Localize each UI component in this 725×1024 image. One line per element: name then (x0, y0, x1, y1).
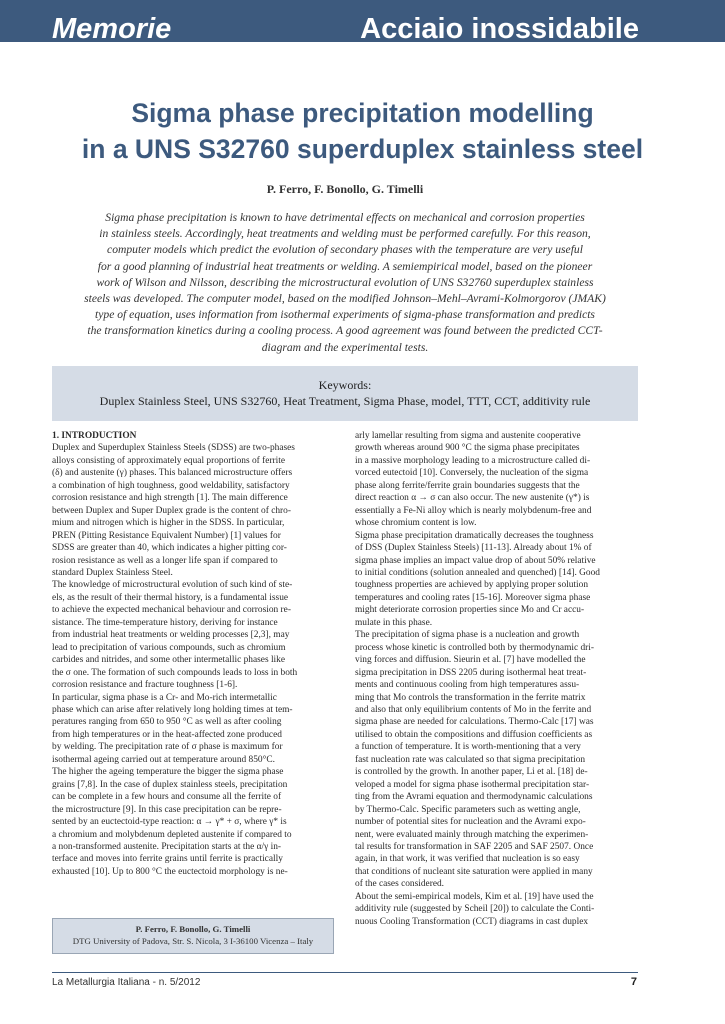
body-line: of DSS (Duplex Stainless Steels) [11-13]. Already about 1% of (355, 543, 592, 554)
body-line: tal results for transformation in SAF 2205 and SAF 2507. Once (355, 841, 594, 852)
body-line: sigma precipitation in DSS 2205 during isothermal heat treat- (355, 667, 587, 678)
body-line: growth whereas around 900 °C the sigma phase precipitates (355, 443, 580, 454)
body-line: fast nucleation rate was calculated so that sigma precipitation (355, 754, 586, 765)
body-line: The precipitation of sigma phase is a nucleation and growth (355, 630, 580, 641)
body-line: veloped a model for sigma phase isothermal precipitation star- (355, 779, 590, 790)
body-line: whose chromium content is low. (355, 518, 477, 529)
body-line: (δ) and austenite (γ) phases. This balanced microstructure offers (52, 468, 293, 479)
body-line: and also that only equilibrium contents of Mo in the ferrite and (355, 704, 592, 715)
body-line: toughness properties are achieved by applying proper solution (355, 580, 589, 591)
body-line: lead to precipitation of various compounds, such as chromium (52, 642, 286, 653)
body-line: PREN (Pitting Resistance Equivalent Number) [1] values for (52, 530, 281, 541)
body-line: terface and moves into ferrite grains until ferrite is practically (52, 854, 283, 865)
journal-issue: La Metallurgia Italiana - n. 5/2012 (52, 977, 201, 988)
body-line: again, in that work, it was verified that nucleation is so easy (355, 854, 580, 865)
affiliation-names: P. Ferro, F. Bonollo, G. Timelli (135, 924, 251, 934)
body-line: a function of temperature. It is worth-mentioning that a very (355, 742, 581, 753)
body-line: phase which can arise after relatively long holding times at tem- (52, 704, 293, 715)
body-line: ming that Mo controls the transformation in the ferrite matrix (355, 692, 586, 703)
body-line: exhausted [10]. Up to 800 °C the euctectoid morphology is ne- (52, 866, 288, 877)
body-line: number of potential sites for nucleation and the Avrami expo- (355, 817, 586, 828)
body-line: might deteriorate corrosion properties since Mo and Cr accu- (355, 605, 585, 616)
authors: P. Ferro, F. Bonollo, G. Timelli (266, 182, 424, 196)
body-line: essentially a Fe-Ni alloy which is nearly molybdenum-free and (355, 505, 592, 516)
footer-divider (52, 972, 638, 973)
body-line: About the semi-empirical models, Kim et al. [19] have used the (355, 891, 594, 902)
abstract (50, 210, 640, 356)
body-line: direct reaction α → σ can also occur. The new austenite (γ*) is (355, 493, 590, 504)
header-bar (0, 0, 725, 45)
body-line: by Thermo-Calc. Specific parameters such as wetting angle, (355, 804, 581, 815)
body-line: sented by an euctectoid-type reaction: α → γ* + σ, where γ* is (52, 817, 287, 828)
affiliation-institution: DTG University of Padova, Str. S. Nicola, 3 I-36100 Vicenza – Italy (72, 935, 314, 946)
section-label: Memorie (52, 13, 172, 45)
title-line: Sigma phase precipitation modelling (131, 98, 594, 128)
body-line: ting from the Avrami equation and thermodynamic calculations (355, 792, 593, 803)
body-line: in a massive morphology leading to a microstructure called di- (355, 455, 591, 466)
body-line: mulate in this phase. (355, 617, 433, 628)
body-line: rosion resistance as well as a longer life span if compared to (52, 555, 278, 566)
body-column-left (52, 430, 335, 878)
body-line: a non-transformed austenite. Precipitation starts at the α/γ in- (52, 841, 282, 852)
section-heading: 1. INTRODUCTION (52, 431, 137, 441)
body-line: to achieve the expected mechanical behaviour and corrosion re- (52, 605, 291, 616)
body-line: sigma phase implies an impact value drop of about 50% relative (355, 555, 596, 566)
body-line: peratures ranging from 650 to 950 °C as well as after cooling (52, 717, 282, 728)
body-line: the σ one. The formation of such compounds leads to loss in both (52, 667, 298, 678)
body-line: arly lamellar resulting from sigma and austenite cooperative (355, 431, 581, 441)
body-line: process whose kinetic is controlled both by thermodynamic dri- (355, 642, 595, 653)
body-line: utilised to obtain the compositions and diffusion coefficients as (355, 729, 593, 740)
body-column-right (355, 430, 638, 928)
keywords-text: Duplex Stainless Steel, UNS S32760, Heat Treatment, Sigma Phase, model, TTT, CCT, additivity rule (99, 394, 591, 408)
body-line: els, as the result of their thermal history, is a fundamental issue (52, 592, 289, 603)
body-line: the microstructure [9]. In this case precipitation can be repre- (52, 804, 282, 815)
keywords-heading: Keywords: (318, 378, 372, 392)
body-line: to initial conditions (solution annealed and quenched) [14]. Good (355, 567, 600, 578)
body-line: a chromium and molybdenum depleted austenite if compared to (52, 829, 292, 840)
page-number: 7 (630, 976, 637, 988)
abstract-line: steels was developed. The computer model, based on the modified Johnson–Mehl–Avrami-Kolmorgorov (JMAK) (84, 292, 606, 306)
body-line: by welding. The precipitation rate of σ phase is maximum for (52, 742, 283, 753)
abstract-line: Sigma phase precipitation is known to have detrimental effects on mechanical and corrosion properties (105, 211, 585, 224)
body-line: sistance. The time-temperature history, deriving for instance (52, 617, 278, 628)
body-line: Sigma phase precipitation dramatically decreases the toughness (355, 530, 594, 541)
body-line: The higher the ageing temperature the bigger the sigma phase (52, 767, 284, 778)
body-line: In particular, sigma phase is a Cr- and Mo-rich intermetallic (52, 692, 277, 703)
body-line: SDSS are greater than 40, which indicates a higher pitting cor- (52, 543, 287, 554)
body-line: additivity rule (suggested by Scheil [20]) to calculate the Conti- (355, 904, 595, 915)
topic-label: Acciaio inossidabile (360, 13, 639, 45)
abstract-line: work of Wilson and Nilsson, describing the microstructural evolution of UNS S32760 superduplex stainless (96, 275, 594, 289)
abstract-line: diagram and the experimental tests. (261, 340, 429, 354)
body-line: from industrial heat treatments or welding processes [2,3], may (52, 630, 290, 641)
body-line: corrosion resistance and high strength [1]. The main difference (52, 493, 288, 504)
abstract-line: computer models which predict the evolution of secondary phases with the temperature are very useful (107, 243, 583, 257)
body-line: that conditions of nucleant site saturation were applied in many (355, 866, 593, 877)
body-line: ments and continuous cooling from high temperatures assu- (355, 680, 580, 691)
body-line: from high temperatures or in the heat-affected zone produced (52, 729, 282, 740)
body-line: standard Duplex Stainless Steel. (52, 567, 173, 578)
body-line: between Duplex and Super Duplex grade is the content of chro- (52, 505, 291, 516)
affiliation-box (52, 918, 334, 954)
body-line: a combination of high toughness, good weldability, satisfactory (52, 480, 290, 491)
body-line: nent, were evaluated mainly through matching the experimen- (355, 829, 589, 840)
body-line: vorced eutectoid [10]. Conversely, the nucleation of the sigma (355, 468, 589, 479)
keywords-box (52, 366, 638, 421)
body-line: phase along ferrite/ferrite grain boundaries suggests that the (355, 480, 580, 491)
abstract-line: the transformation kinetics during a cooling process. A good agreement was found between the predicted CCT- (87, 324, 603, 338)
abstract-line: in stainless steels. Accordingly, heat treatments and welding must be performed carefully. For this reason, (99, 227, 591, 241)
article-title (30, 95, 695, 167)
abstract-line: for a good planning of industrial heat treatments or welding. A semiempirical model, based on the pioneer (97, 259, 593, 273)
body-line: is controlled by the growth. In another paper, Li et al. [18] de- (355, 767, 588, 778)
title-line: in a UNS S32760 superduplex stainless steel (81, 134, 644, 164)
body-line: isothermal ageing carried out at temperature around 850°C. (52, 754, 275, 765)
body-line: ving forces and diffusion. Sieurin et al. [7] have modelled the (355, 655, 586, 666)
body-line: The knowledge of microstructural evolution of such kind of ste- (52, 580, 293, 591)
body-line: can be complete in a few hours and consume all the ferrite of (52, 792, 282, 803)
body-line: sigma phase are needed for calculations. Thermo-Calc [17] was (355, 717, 594, 728)
body-line: corrosion resistance and fracture toughness [1-6]. (52, 680, 238, 691)
body-line: grains [7,8]. In the case of duplex stainless steels, precipitation (52, 779, 288, 790)
body-line: nuous Cooling Transformation (CCT) diagrams in cast duplex (355, 916, 589, 927)
body-line: of the cases considered. (355, 879, 445, 890)
body-line: temperatures and cooling rates [15-16]. Moreover sigma phase (355, 592, 591, 603)
abstract-line: type of equation, uses information from isothermal experiments of sigma-phase transformation and predicts (95, 308, 595, 322)
body-line: carbides and nitrides, and some other intermetallic phases like (52, 655, 285, 666)
body-line: alloys consisting of approximately equal proportions of ferrite (52, 455, 286, 466)
body-line: Duplex and Superduplex Stainless Steels (SDSS) are two-phases (52, 443, 295, 454)
body-line: mium and nitrogen which is higher in the SDSS. In particular, (52, 518, 285, 529)
